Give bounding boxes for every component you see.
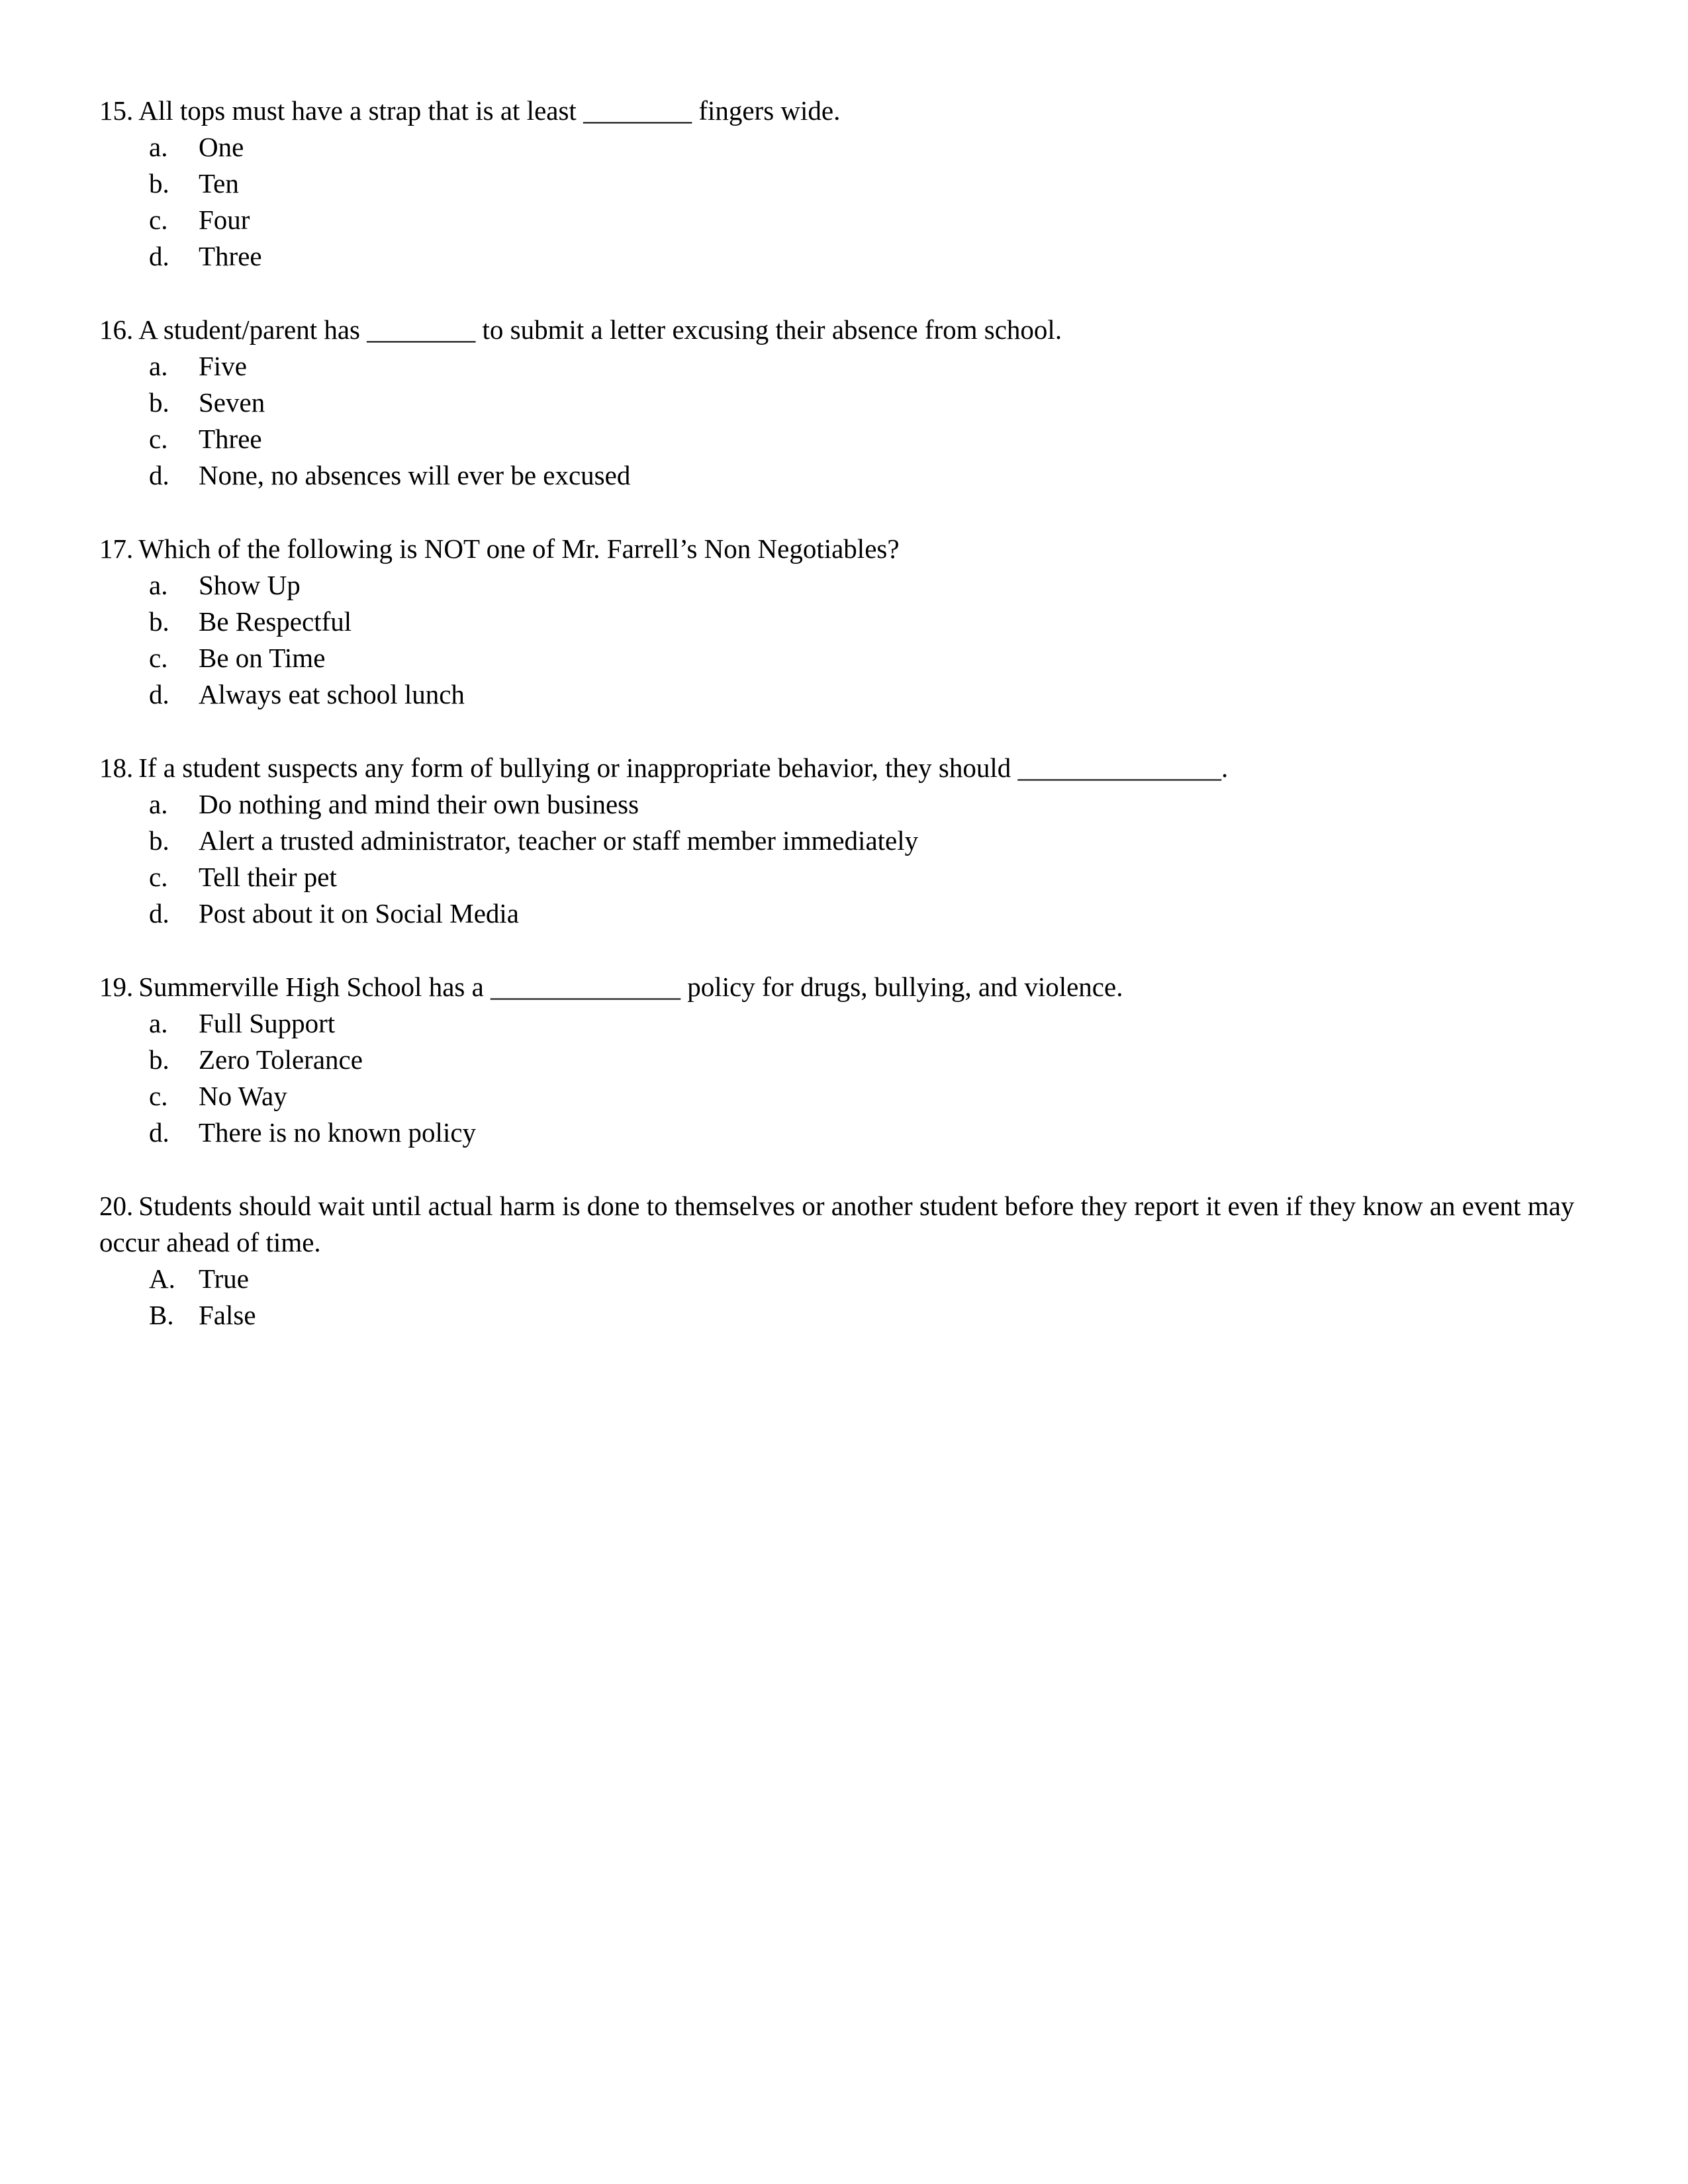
- option-text: Always eat school lunch: [199, 679, 465, 709]
- option-text: Show Up: [199, 570, 301, 600]
- option-list: [99, 129, 1589, 275]
- question-text: Which of the following is NOT one of Mr. Farrell’s Non Negotiables?: [138, 533, 900, 564]
- option-item: [99, 1005, 1589, 1042]
- option-letter: d.: [149, 679, 169, 709]
- option-item: [99, 567, 1589, 604]
- option-item: [99, 786, 1589, 823]
- option-item: [99, 129, 1589, 165]
- option-item: [99, 1261, 1589, 1297]
- question-text: Summerville High School has a ______________ policy for drugs, bullying, and violence.: [138, 972, 1123, 1002]
- option-letter: b.: [149, 387, 169, 418]
- option-item: [99, 202, 1589, 238]
- option-text: Be Respectful: [199, 606, 352, 637]
- question-number: 19.: [99, 972, 134, 1002]
- option-text: There is no known policy: [199, 1117, 477, 1148]
- option-text: Alert a trusted administrator, teacher or staff member immediately: [199, 825, 919, 856]
- option-text: None, no absences will ever be excused: [199, 460, 631, 490]
- option-item: [99, 165, 1589, 202]
- option-item: [99, 1042, 1589, 1078]
- option-text: Full Support: [199, 1008, 336, 1038]
- option-letter: d.: [149, 460, 169, 490]
- option-item: [99, 1297, 1589, 1334]
- option-item: [99, 1078, 1589, 1115]
- question-stem: [99, 750, 1589, 786]
- option-letter: a.: [149, 351, 168, 381]
- option-item: [99, 604, 1589, 640]
- option-item: [99, 1115, 1589, 1151]
- option-list: [99, 567, 1589, 713]
- option-letter: a.: [149, 132, 168, 162]
- option-item: [99, 348, 1589, 385]
- option-letter: c.: [149, 424, 168, 454]
- question-number: 17.: [99, 533, 134, 564]
- option-item: [99, 457, 1589, 494]
- question-stem: [99, 1188, 1589, 1261]
- option-letter: A.: [149, 1263, 175, 1294]
- option-letter: b.: [149, 606, 169, 637]
- option-letter: c.: [149, 205, 168, 235]
- question-stem: [99, 531, 1589, 567]
- question-15: [99, 93, 1589, 275]
- option-letter: c.: [149, 862, 168, 892]
- option-text: Five: [199, 351, 247, 381]
- option-text: No Way: [199, 1081, 287, 1111]
- option-item: [99, 385, 1589, 421]
- question-text: Students should wait until actual harm is done to themselves or another student before they report it even if they know an event may occur ahead of time.: [99, 1191, 1575, 1257]
- option-text: Do nothing and mind their own business: [199, 789, 639, 819]
- option-text: Be on Time: [199, 643, 326, 673]
- question-19: [99, 969, 1589, 1151]
- option-item: [99, 421, 1589, 457]
- question-20: [99, 1188, 1589, 1334]
- option-letter: B.: [149, 1300, 174, 1330]
- option-list: [99, 348, 1589, 494]
- option-text: Post about it on Social Media: [199, 898, 519, 929]
- option-text: One: [199, 132, 244, 162]
- option-text: Ten: [199, 168, 239, 199]
- option-item: [99, 895, 1589, 932]
- option-letter: d.: [149, 898, 169, 929]
- option-letter: d.: [149, 241, 169, 271]
- option-text: Three: [199, 424, 262, 454]
- option-letter: b.: [149, 825, 169, 856]
- question-number: 18.: [99, 752, 134, 783]
- question-stem: [99, 969, 1589, 1005]
- option-letter: c.: [149, 1081, 168, 1111]
- option-text: Seven: [199, 387, 265, 418]
- option-letter: a.: [149, 1008, 168, 1038]
- option-item: [99, 640, 1589, 676]
- option-item: [99, 676, 1589, 713]
- option-text: Zero Tolerance: [199, 1044, 363, 1075]
- option-list: [99, 1005, 1589, 1151]
- option-letter: c.: [149, 643, 168, 673]
- option-letter: d.: [149, 1117, 169, 1148]
- option-text: Three: [199, 241, 262, 271]
- question-number: 15.: [99, 95, 134, 126]
- option-item: [99, 823, 1589, 859]
- option-text: Tell their pet: [199, 862, 337, 892]
- question-number: 20.: [99, 1191, 134, 1221]
- option-item: [99, 859, 1589, 895]
- option-list: [99, 1261, 1589, 1334]
- option-text: True: [199, 1263, 249, 1294]
- question-text: A student/parent has ________ to submit a letter excusing their absence from school.: [138, 314, 1062, 345]
- question-number: 16.: [99, 314, 134, 345]
- quiz-page: [99, 93, 1589, 1371]
- question-18: [99, 750, 1589, 932]
- question-16: [99, 312, 1589, 494]
- option-list: [99, 786, 1589, 932]
- option-letter: a.: [149, 570, 168, 600]
- option-text: False: [199, 1300, 256, 1330]
- question-17: [99, 531, 1589, 713]
- option-letter: b.: [149, 168, 169, 199]
- question-text: All tops must have a strap that is at least ________ fingers wide.: [138, 95, 841, 126]
- question-text: If a student suspects any form of bullying or inappropriate behavior, they should _______________.: [138, 752, 1229, 783]
- question-stem: [99, 93, 1589, 129]
- option-text: Four: [199, 205, 250, 235]
- question-stem: [99, 312, 1589, 348]
- option-letter: a.: [149, 789, 168, 819]
- option-item: [99, 238, 1589, 275]
- option-letter: b.: [149, 1044, 169, 1075]
